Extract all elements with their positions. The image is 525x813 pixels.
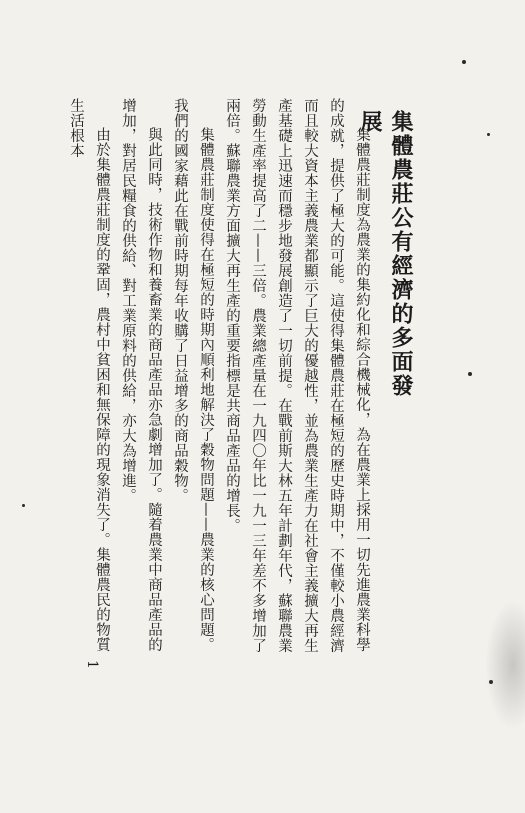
paragraph-4: 由於集體農莊制度的鞏固，農村中貧困和無保障的現象消失了。集體農民的物質生活根本 xyxy=(68,98,110,652)
body-text xyxy=(63,98,375,658)
scan-speck xyxy=(462,60,466,64)
page-title: 集體農莊公有經濟的多面發展 xyxy=(357,110,414,398)
scan-edge-shadow xyxy=(485,600,525,730)
paragraph-1: 集體農莊制度為農業的集約化和綜合機械化，為在農業上採用一切先進農業科學的成就，提供了極大的可能。這使得集體農莊在極短的歷史時期中，不僅較小農經濟而且較大資本主義農業都顯示了巨大的優越性，並為農業生產力在社會主義擴大再生產基礎上迅速而穩步地發展創造了一切前提。在戰前斯大林五年計劃年代，蘇聯農業勞動生產率提高了二——三倍。農業總產量在一九四〇年比一九一三年差不多增加了兩倍。蘇聯農業方面擴大再生產的重要指標是共商品產品的增長。 xyxy=(224,98,370,653)
scan-speck xyxy=(487,133,490,136)
scan-speck xyxy=(468,372,472,376)
paragraph-3: 與此同時，技術作物和養畜業的商品產品亦急劇增加了。隨着農業中商品產品的增加，對居民糧食的供給、對工業原料的供給，亦大為增進。 xyxy=(120,98,162,652)
paragraph-2: 集體農莊制度使得在極短的時期內順利地解決了穀物問題——農業的核心問題。我們的國家藉此在戰前時期每年收購了日益增多的商品穀物。 xyxy=(172,98,214,652)
page-number: 1 xyxy=(84,660,100,669)
scan-speck xyxy=(22,504,25,507)
